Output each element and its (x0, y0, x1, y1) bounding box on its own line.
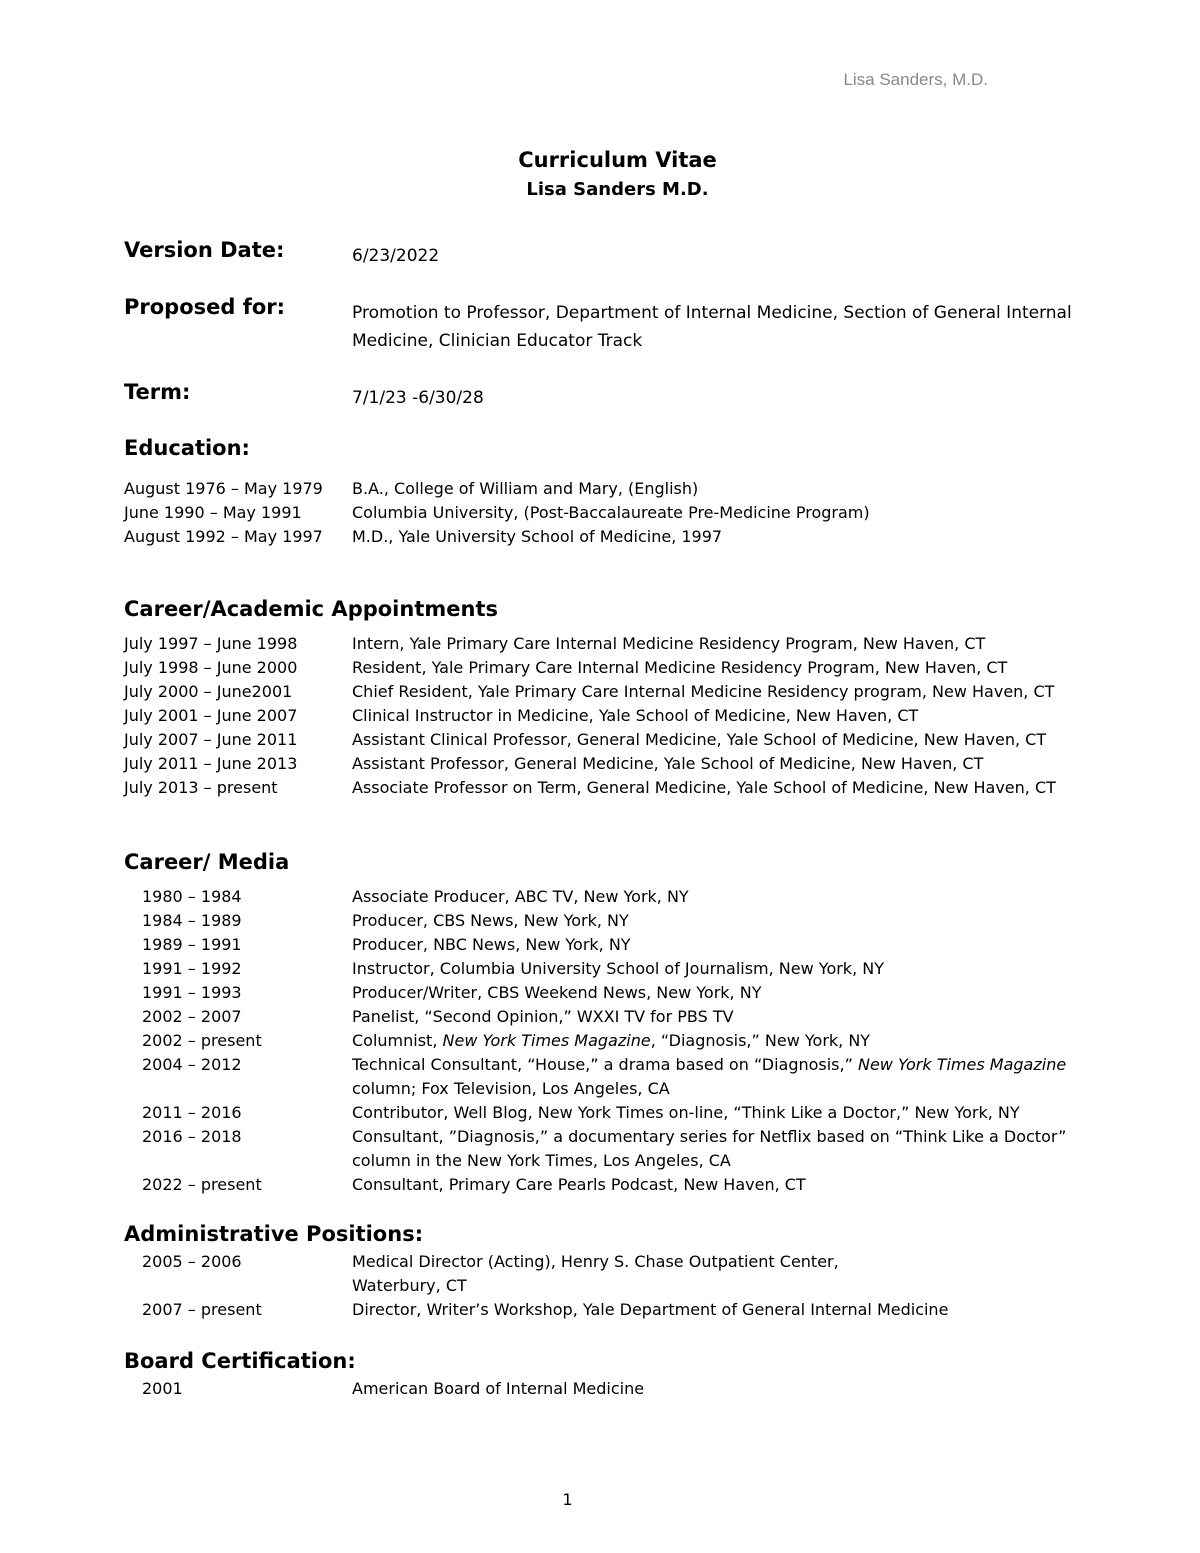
list-item (124, 1101, 1084, 1125)
list-item (124, 752, 1084, 776)
list-item (124, 1125, 1084, 1173)
entry-text-part: Columnist, (352, 1031, 443, 1050)
list-item (124, 1377, 1084, 1401)
administrative-heading: Administrative Positions: (124, 1222, 424, 1246)
entry-date: June 1990 – May 1991 (124, 503, 302, 522)
entry-text: Instructor, Columbia University School of Journalism, New York, NY (352, 959, 884, 978)
entry-text: Intern, Yale Primary Care Internal Medicine Residency Program, New Haven, CT (352, 634, 986, 653)
list-item (124, 776, 1084, 800)
entry-text: Resident, Yale Primary Care Internal Medicine Residency Program, New Haven, CT (352, 658, 1008, 677)
entry-text (352, 1053, 1072, 1101)
entry-date: 1980 – 1984 (142, 887, 242, 906)
entry-text: Panelist, “Second Opinion,” WXXI TV for PBS TV (352, 1007, 734, 1026)
entry-date: 2004 – 2012 (142, 1055, 242, 1074)
entry-text-part: column; Fox Television, Los Angeles, CA (352, 1079, 670, 1098)
entry-text-line: Medical Director (Acting), Henry S. Chase Outpatient Center, (352, 1252, 839, 1271)
list-item (124, 981, 1084, 1005)
entry-date: July 2001 – June 2007 (124, 706, 298, 725)
entry-date: July 1997 – June 1998 (124, 634, 298, 653)
list-item (124, 1250, 1084, 1298)
page-number: 1 (562, 1490, 573, 1509)
entry-text: Director, Writer’s Workshop, Yale Department of General Internal Medicine (352, 1300, 949, 1319)
entry-text (352, 1250, 1072, 1298)
document-title (0, 145, 1200, 205)
entry-text: Assistant Professor, General Medicine, Yale School of Medicine, New Haven, CT (352, 754, 984, 773)
list-item (124, 477, 1084, 501)
title-main: Curriculum Vitae (518, 148, 717, 172)
entry-text: Columbia University, (Post-Baccalaureate Pre-Medicine Program) (352, 503, 870, 522)
publication-title: New York Times Magazine (442, 1031, 651, 1050)
entry-text-part: Technical Consultant, “House,” a drama based on “Diagnosis,” (352, 1055, 858, 1074)
list-item (124, 1005, 1084, 1029)
administrative-list (124, 1250, 1084, 1322)
entry-text: American Board of Internal Medicine (352, 1379, 645, 1398)
entry-date: 1991 – 1992 (142, 959, 242, 978)
career-media-list (124, 885, 1084, 1197)
entry-text: Contributor, Well Blog, New York Times on-line, “Think Like a Doctor,” New York, NY (352, 1103, 1020, 1122)
list-item (124, 933, 1084, 957)
career-academic-list (124, 632, 1084, 800)
entry-text: Producer, CBS News, New York, NY (352, 911, 629, 930)
proposed-for-label: Proposed for: (124, 295, 286, 319)
entry-date: 2002 – 2007 (142, 1007, 242, 1026)
entry-text: Associate Producer, ABC TV, New York, NY (352, 887, 689, 906)
entry-date: July 2000 – June2001 (124, 682, 293, 701)
career-media-heading: Career/ Media (124, 850, 290, 874)
list-item (124, 909, 1084, 933)
entry-date: July 2011 – June 2013 (124, 754, 298, 773)
term-label: Term: (124, 380, 191, 404)
list-item (124, 525, 1084, 549)
publication-title: New York Times Magazine (857, 1055, 1067, 1074)
education-heading: Education: (124, 436, 250, 460)
entry-text-line: Waterbury, CT (352, 1276, 467, 1295)
entry-date: 2007 – present (142, 1300, 262, 1319)
education-list (124, 477, 1084, 549)
entry-date: July 1998 – June 2000 (124, 658, 298, 677)
entry-date: August 1976 – May 1979 (124, 479, 323, 498)
version-date-value: 6/23/2022 (352, 246, 440, 266)
entry-date: 1991 – 1993 (142, 983, 242, 1002)
list-item (124, 728, 1084, 752)
list-item (124, 957, 1084, 981)
entry-date: 2022 – present (142, 1175, 262, 1194)
entry-text: Producer, NBC News, New York, NY (352, 935, 631, 954)
list-item (124, 680, 1084, 704)
entry-date: July 2013 – present (124, 778, 278, 797)
list-item (124, 1053, 1084, 1101)
entry-text: Assistant Clinical Professor, General Medicine, Yale School of Medicine, New Haven, CT (352, 730, 1047, 749)
entry-text (352, 1029, 1072, 1053)
entry-date: 1989 – 1991 (142, 935, 242, 954)
list-item (124, 501, 1084, 525)
career-academic-heading: Career/Academic Appointments (124, 597, 498, 621)
running-header-name: Lisa Sanders, M.D. (843, 70, 988, 89)
entry-text: Associate Professor on Term, General Medicine, Yale School of Medicine, New Haven, CT (352, 778, 1056, 797)
entry-date: 2005 – 2006 (142, 1252, 242, 1271)
entry-text: Consultant, ”Diagnosis,” a documentary series for Netflix based on “Think Like a Doctor” column in the New York Times, Los Angeles, CA (352, 1127, 1067, 1170)
list-item (124, 632, 1084, 656)
entry-date: 2002 – present (142, 1031, 262, 1050)
version-date-label: Version Date: (124, 238, 285, 262)
list-item (124, 1029, 1084, 1053)
entry-text: Clinical Instructor in Medicine, Yale School of Medicine, New Haven, CT (352, 706, 919, 725)
list-item (124, 885, 1084, 909)
entry-date: August 1992 – May 1997 (124, 527, 323, 546)
term-value: 7/1/23 -6/30/28 (352, 388, 484, 408)
entry-text: Consultant, Primary Care Pearls Podcast, New Haven, CT (352, 1175, 806, 1194)
entry-text: B.A., College of William and Mary, (English) (352, 479, 699, 498)
list-item (124, 704, 1084, 728)
entry-text-part: , “Diagnosis,” New York, NY (650, 1031, 871, 1050)
list-item (124, 1173, 1084, 1197)
entry-date: 1984 – 1989 (142, 911, 242, 930)
list-item (124, 656, 1084, 680)
entry-date: 2001 (142, 1379, 183, 1398)
entry-date: 2011 – 2016 (142, 1103, 242, 1122)
proposed-for-value: Promotion to Professor, Department of Internal Medicine, Section of General Internal Medicine, Clinician Educator Track (352, 303, 1072, 351)
entry-text: Producer/Writer, CBS Weekend News, New York, NY (352, 983, 762, 1002)
entry-date: July 2007 – June 2011 (124, 730, 298, 749)
entry-date: 2016 – 2018 (142, 1127, 242, 1146)
entry-text: M.D., Yale University School of Medicine, 1997 (352, 527, 723, 546)
board-certification-list (124, 1377, 1084, 1401)
entry-text: Chief Resident, Yale Primary Care Internal Medicine Residency program, New Haven, CT (352, 682, 1055, 701)
title-name: Lisa Sanders M.D. (526, 179, 709, 200)
list-item (124, 1298, 1084, 1322)
board-certification-heading: Board Certification: (124, 1349, 356, 1373)
